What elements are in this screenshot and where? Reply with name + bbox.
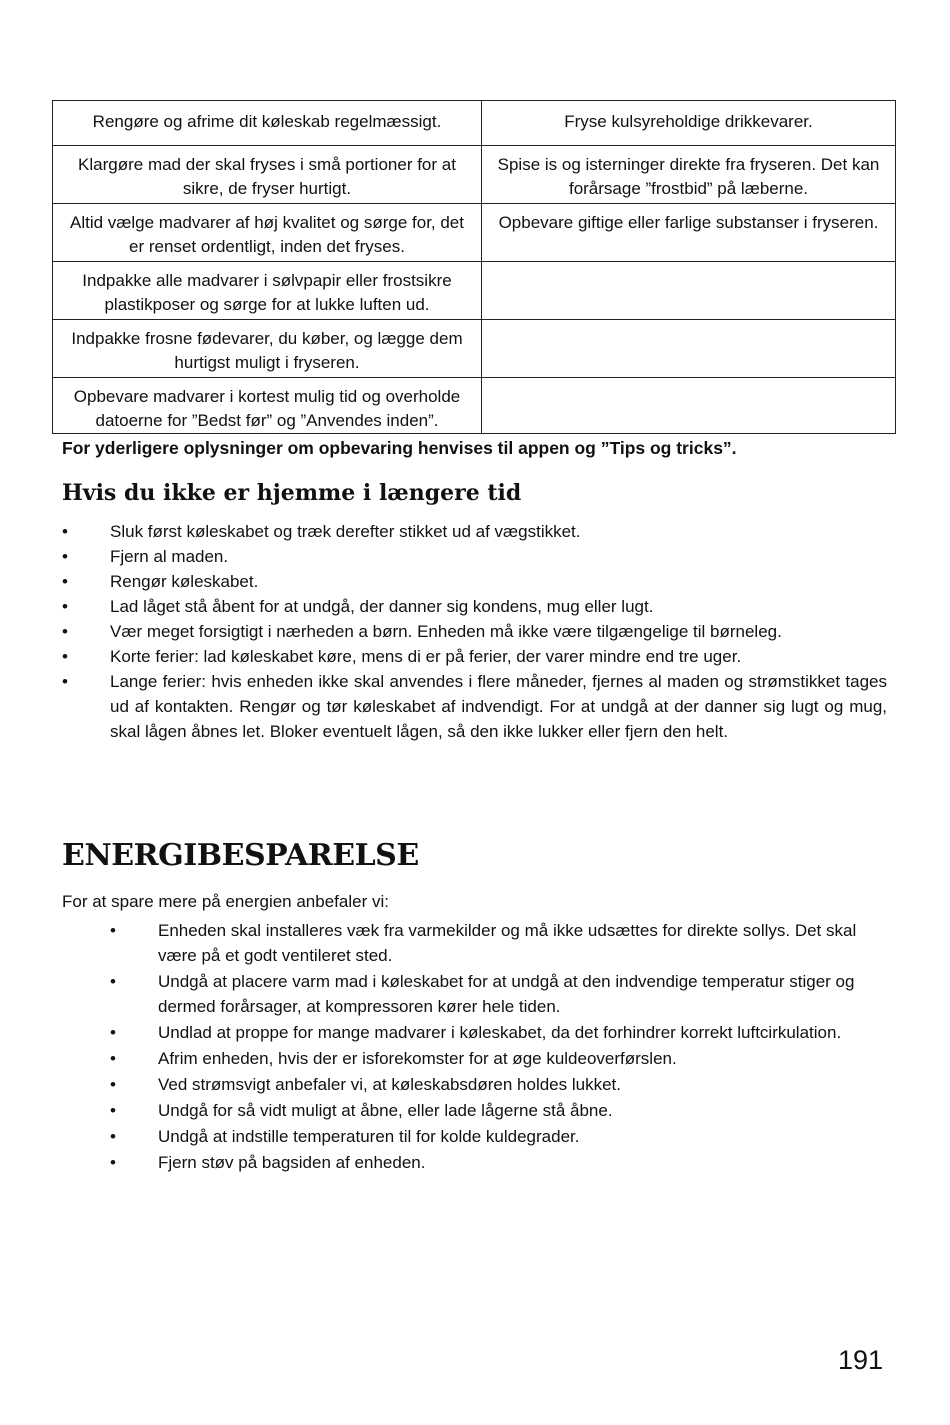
bullet: • (62, 522, 68, 541)
bullet: • (110, 972, 116, 991)
energy-list (110, 918, 890, 1176)
bullet: • (110, 921, 116, 940)
table-cell-do: Rengøre og afrime dit køleskab regelmæssigt. (53, 101, 482, 146)
list-item-text: Rengør køleskabet. (110, 572, 259, 591)
bullet: • (62, 547, 68, 566)
bullet: • (110, 1153, 116, 1172)
list-item-text: Undgå at indstille temperaturen til for kolde kuldegrader. (158, 1127, 580, 1146)
list-item (110, 918, 890, 968)
bullet: • (110, 1049, 116, 1068)
table-row (53, 378, 896, 434)
table-cell-do: Indpakke frosne fødevarer, du køber, og lægge dem hurtigst muligt i fryseren. (53, 320, 482, 378)
list-item (62, 669, 887, 744)
list-item-text: Lange ferier: hvis enheden ikke skal anvendes i flere måneder, fjernes al maden og strømstikket tages ud af kontakten. Rengør og tør køleskabet af indvendigt. For at undgå at der danner sig lugt og mug, skal lågen åbnes let. Bloker eventuelt lågen, så den ikke lukker eller fjern den helt. (110, 672, 887, 741)
bullet: • (62, 672, 68, 691)
list-item (62, 569, 887, 594)
bullet: • (62, 622, 68, 641)
table-cell-do: Altid vælge madvarer af høj kvalitet og sørge for, det er renset ordentligt, inden det fryses. (53, 204, 482, 262)
list-item (110, 1150, 890, 1175)
table-cell-do: Indpakke alle madvarer i sølvpapir eller frostsikre plastikposer og sørge for at lukke luften ud. (53, 262, 482, 320)
do-dont-table (52, 100, 896, 434)
list-item (110, 1046, 890, 1071)
list-item (110, 969, 890, 1019)
table-cell-dont (482, 262, 896, 320)
table-row (53, 262, 896, 320)
list-item (110, 1098, 890, 1123)
bullet: • (110, 1127, 116, 1146)
list-item-text: Vær meget forsigtigt i nærheden a børn. Enheden må ikke være tilgængelige til børneleg. (110, 622, 782, 641)
list-item (110, 1072, 890, 1097)
energy-heading: ENERGIBESPARELSE (62, 838, 419, 873)
table-cell-dont (482, 320, 896, 378)
bullet: • (62, 647, 68, 666)
table-cell-dont (482, 378, 896, 434)
storage-note: For yderligere oplysninger om opbevaring henvises til appen og ”Tips og tricks”. (62, 438, 737, 458)
list-item (62, 594, 887, 619)
list-item-text: Fjern støv på bagsiden af enheden. (158, 1153, 426, 1172)
bullet: • (110, 1101, 116, 1120)
away-heading: Hvis du ikke er hjemme i længere tid (62, 480, 522, 506)
away-list (62, 519, 887, 744)
list-item (62, 619, 887, 644)
table-cell-dont: Spise is og isterninger direkte fra fryseren. Det kan forårsage ”frostbid” på læberne. (482, 146, 896, 204)
page-number: 191 (838, 1345, 884, 1375)
list-item-text: Sluk først køleskabet og træk derefter stikket ud af vægstikket. (110, 522, 581, 541)
list-item-text: Fjern al maden. (110, 547, 229, 566)
list-item-text: Ved strømsvigt anbefaler vi, at køleskabsdøren holdes lukket. (158, 1075, 621, 1094)
table-cell-dont: Opbevare giftige eller farlige substanser i fryseren. (482, 204, 896, 262)
table-row (53, 101, 896, 146)
table-cell-dont: Fryse kulsyreholdige drikkevarer. (482, 101, 896, 146)
bullet: • (110, 1023, 116, 1042)
list-item-text: Undgå at placere varm mad i køleskabet for at undgå at den indvendige temperatur stiger og dermed forårsager, at kompressoren kører hele tiden. (158, 972, 855, 1016)
table-row (53, 320, 896, 378)
list-item-text: Afrim enheden, hvis der er isforekomster for at øge kuldeoverførslen. (158, 1049, 677, 1068)
list-item (62, 544, 887, 569)
table-row (53, 146, 896, 204)
list-item (110, 1020, 890, 1045)
list-item-text: Undgå for så vidt muligt at åbne, eller lade lågerne stå åbne. (158, 1101, 613, 1120)
list-item-text: Enheden skal installeres væk fra varmekilder og må ikke udsættes for direkte sollys. Det skal være på et godt ventileret sted. (158, 921, 857, 965)
list-item (62, 519, 887, 544)
bullet: • (62, 572, 68, 591)
bullet: • (62, 597, 68, 616)
list-item (110, 1124, 890, 1149)
bullet: • (110, 1075, 116, 1094)
list-item-text: Lad låget stå åbent for at undgå, der danner sig kondens, mug eller lugt. (110, 597, 654, 616)
table-row (53, 204, 896, 262)
list-item-text: Undlad at proppe for mange madvarer i køleskabet, da det forhindrer korrekt luftcirkulation. (158, 1023, 842, 1042)
table-cell-do: Klargøre mad der skal fryses i små portioner for at sikre, de fryser hurtigt. (53, 146, 482, 204)
table-cell-do: Opbevare madvarer i kortest mulig tid og overholde datoerne for ”Bedst før” og ”Anvendes inden”. (53, 378, 482, 434)
list-item-text: Korte ferier: lad køleskabet køre, mens di er på ferier, der varer mindre end tre uger. (110, 647, 742, 666)
list-item (62, 644, 887, 669)
energy-intro: For at spare mere på energien anbefaler vi: (62, 892, 389, 911)
